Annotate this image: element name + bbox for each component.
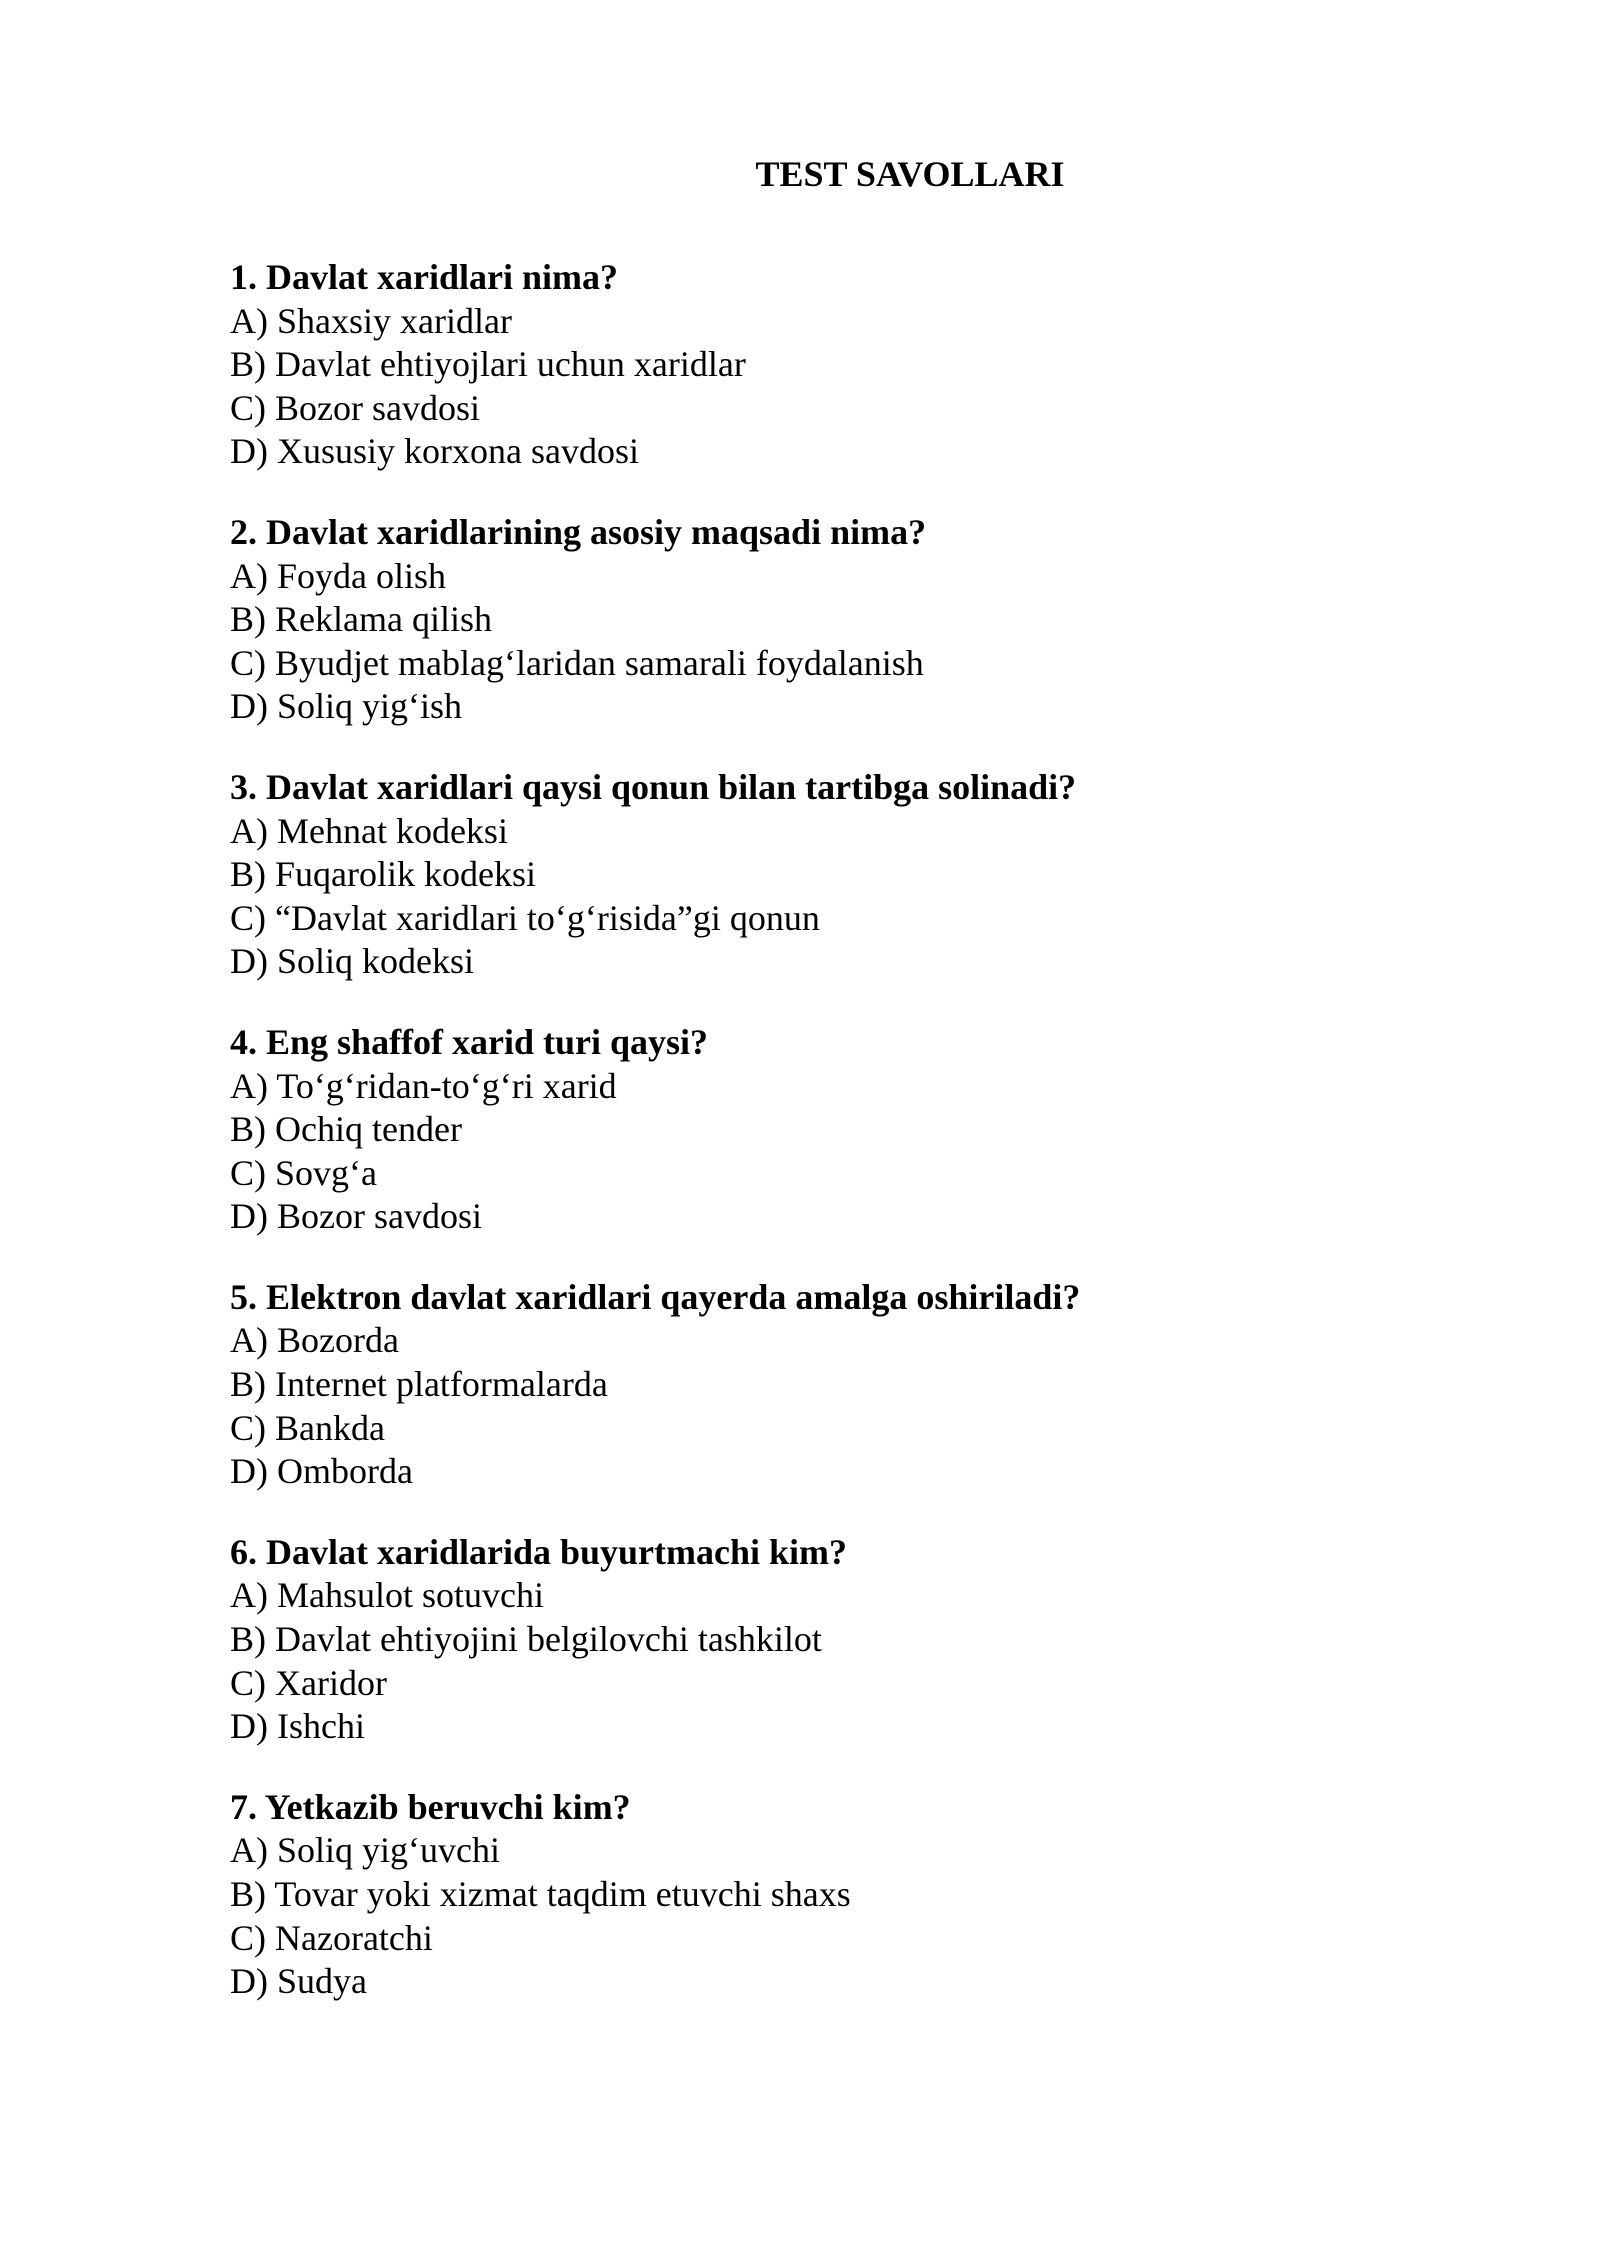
answer-option-a: A) Soliq yig‘uvchi bbox=[230, 1830, 500, 1871]
answer-options bbox=[230, 1319, 1430, 1493]
question-item bbox=[230, 1786, 1430, 2004]
answer-option-b: B) Fuqarolik kodeksi bbox=[230, 854, 536, 895]
question-text: 2. Davlat xaridlarining asosiy maqsadi nima? bbox=[230, 511, 927, 552]
answer-option-d: D) Ishchi bbox=[230, 1706, 365, 1747]
answer-option-b: B) Ochiq tender bbox=[230, 1109, 462, 1150]
answer-option-a: A) Mahsulot sotuvchi bbox=[230, 1575, 544, 1616]
answer-option-a: A) To‘g‘ridan-to‘g‘ri xarid bbox=[230, 1065, 617, 1106]
answer-option-b: B) Internet platformalarda bbox=[230, 1364, 608, 1405]
answer-option-c: C) Bankda bbox=[230, 1407, 385, 1448]
answer-option-a: A) Foyda olish bbox=[230, 555, 446, 596]
question-list bbox=[230, 256, 1430, 2041]
answer-option-c: C) “Davlat xaridlari to‘g‘risida”gi qonun bbox=[230, 897, 820, 938]
question-text: 6. Davlat xaridlarida buyurtmachi kim? bbox=[230, 1531, 848, 1572]
answer-option-a: A) Bozorda bbox=[230, 1320, 399, 1361]
answer-option-d: D) Sudya bbox=[230, 1961, 367, 2002]
answer-option-d: D) Omborda bbox=[230, 1451, 413, 1492]
answer-option-d: D) Soliq yig‘ish bbox=[230, 686, 463, 727]
question-item bbox=[230, 1531, 1430, 1749]
answer-option-c: C) Bozor savdosi bbox=[230, 387, 480, 428]
answer-option-b: B) Reklama qilish bbox=[230, 599, 492, 640]
answer-option-d: D) Soliq kodeksi bbox=[230, 941, 475, 982]
answer-options bbox=[230, 1574, 1430, 1748]
answer-options bbox=[230, 1065, 1430, 1239]
question-item bbox=[230, 766, 1430, 984]
question-text: 3. Davlat xaridlari qaysi qonun bilan tartibga solinadi? bbox=[230, 766, 1077, 807]
answer-options bbox=[230, 1829, 1430, 2003]
answer-option-c: C) Sovg‘a bbox=[230, 1152, 377, 1193]
question-text: 4. Eng shaffof xarid turi qaysi? bbox=[230, 1021, 709, 1062]
answer-option-c: C) Nazoratchi bbox=[230, 1917, 433, 1958]
question-item bbox=[230, 511, 1430, 729]
question-item bbox=[230, 1021, 1430, 1239]
question-text: 5. Elektron davlat xaridlari qayerda amalga oshiriladi? bbox=[230, 1276, 1081, 1317]
answer-option-d: D) Bozor savdosi bbox=[230, 1196, 482, 1237]
question-item bbox=[230, 256, 1430, 474]
answer-options bbox=[230, 810, 1430, 984]
answer-option-c: C) Byudjet mablag‘laridan samarali foydalanish bbox=[230, 642, 924, 683]
answer-option-b: B) Davlat ehtiyojlari uchun xaridlar bbox=[230, 344, 746, 385]
answer-option-d: D) Xususiy korxona savdosi bbox=[230, 431, 639, 472]
answer-options bbox=[230, 300, 1430, 474]
answer-options bbox=[230, 555, 1430, 729]
question-item bbox=[230, 1276, 1430, 1494]
answer-option-a: A) Mehnat kodeksi bbox=[230, 810, 508, 851]
answer-option-c: C) Xaridor bbox=[230, 1662, 387, 1703]
question-text: 7. Yetkazib beruvchi kim? bbox=[230, 1786, 631, 1827]
answer-option-b: B) Davlat ehtiyojini belgilovchi tashkilot bbox=[230, 1619, 822, 1660]
question-text: 1. Davlat xaridlari nima? bbox=[230, 257, 618, 297]
answer-option-a: A) Shaxsiy xaridlar bbox=[230, 300, 512, 341]
document-title: TEST SAVOLLARI bbox=[755, 154, 1065, 194]
answer-option-b: B) Tovar yoki xizmat taqdim etuvchi shaxs bbox=[230, 1874, 851, 1914]
